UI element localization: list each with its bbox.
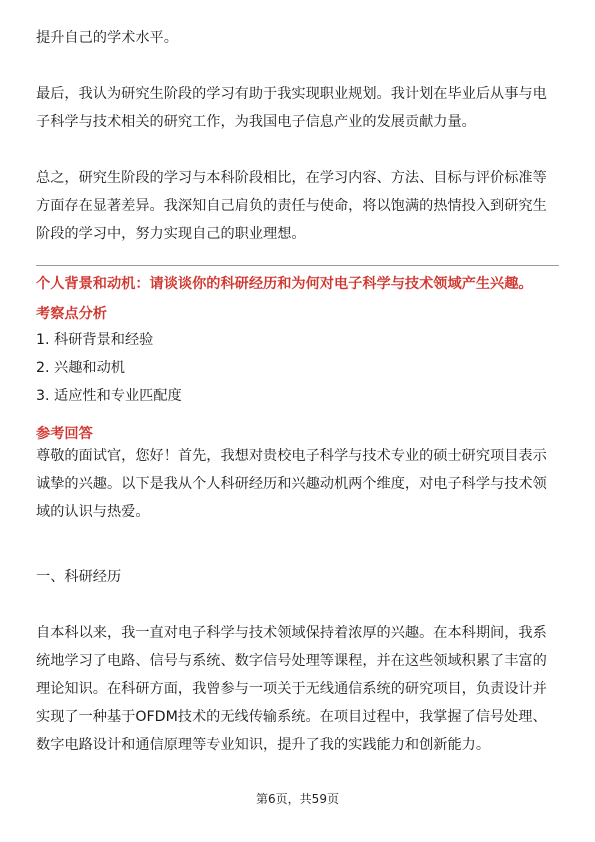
answer-heading: 参考回答	[36, 426, 93, 442]
text-line: 一、科研经历	[36, 569, 122, 585]
text-line: 域的认识与热爱。	[36, 504, 150, 520]
text-line: 尊敬的面试官，您好！首先，我想对贵校电子科学与技术专业的硕士研究项目表示	[36, 448, 547, 464]
analysis-item: 1. 科研背景和经验	[36, 332, 154, 348]
text-line: 子科学与技术相关的研究工作，为我国电子信息产业的发展贡献力量。	[36, 114, 476, 130]
analysis-heading: 考察点分析	[36, 306, 107, 322]
answer-intro	[36, 442, 560, 526]
question-title: 个人背景和动机：请谈谈你的科研经历和为何对电子科学与技术领域产生兴趣。	[36, 276, 533, 292]
paragraph-continuation	[36, 24, 560, 52]
research-experience-body	[36, 619, 560, 759]
analysis-item: 3. 适应性和专业匹配度	[36, 388, 182, 404]
text-line: 数字电路设计和通信原理等专业知识，提升了我的实践能力和创新能力。	[36, 737, 491, 753]
text-line: 最后，我认为研究生阶段的学习有助于我实现职业规划。我计划在毕业后从事与电	[36, 86, 547, 102]
text-line: 统地学习了电路、信号与系统、数字信号处理等课程，并在这些领域积累了丰富的	[36, 653, 547, 669]
text-line: 实现了一种基于OFDM技术的无线传输系统。在项目过程中，我掌握了信号处理、	[36, 709, 547, 725]
section-divider	[36, 265, 559, 266]
text-line: 阶段的学习中，努力实现自己的职业理想。	[36, 226, 306, 242]
page-number: 第6页，共59页	[256, 792, 339, 806]
text-line: 提升自己的学术水平。	[36, 30, 178, 46]
analysis-item: 2. 兴趣和动机	[36, 360, 125, 376]
paragraph-summary	[36, 164, 560, 248]
text-line: 总之，研究生阶段的学习与本科阶段相比，在学习内容、方法、目标与评价标准等	[36, 170, 547, 186]
paragraph-career-plan	[36, 80, 560, 136]
text-line: 诚挚的兴趣。以下是我从个人科研经历和兴趣动机两个维度，对电子科学与技术领	[36, 476, 547, 492]
text-line: 方面存在显著差异。我深知自己肩负的责任与使命，将以饱满的热情投入到研究生	[36, 198, 547, 214]
text-line: 理论知识。在科研方面，我曾参与一项关于无线通信系统的研究项目，负责设计并	[36, 681, 547, 697]
text-line: 自本科以来，我一直对电子科学与技术领域保持着浓厚的兴趣。在本科期间，我系	[36, 625, 547, 641]
section-title-research	[36, 563, 560, 591]
